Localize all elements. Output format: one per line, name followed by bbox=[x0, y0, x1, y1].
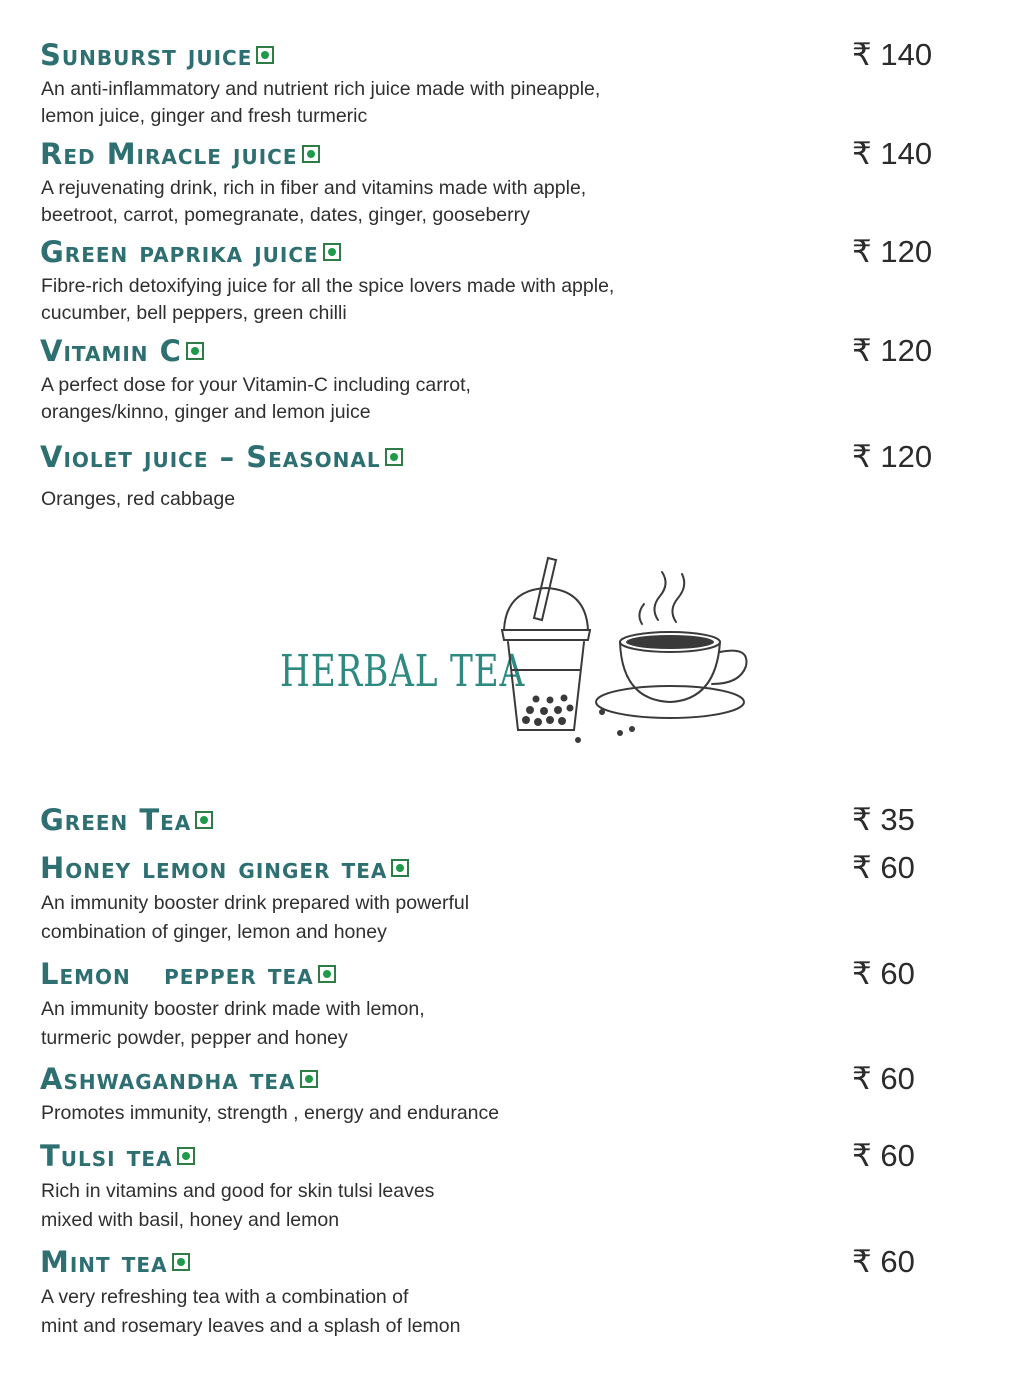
item-name: Green Tea bbox=[40, 803, 192, 837]
item-description: An immunity booster drink prepared with powerful combination of ginger, lemon and honey bbox=[41, 892, 470, 943]
item-name: Tulsi tea bbox=[40, 1139, 173, 1173]
item-name: Lemon pepper tea bbox=[40, 957, 314, 991]
veg-indicator-icon bbox=[177, 1147, 195, 1165]
veg-indicator-icon bbox=[195, 811, 213, 829]
item-description: Fibre-rich detoxifying juice for all the spice lovers made with apple, cucumber, bell peppers, green chilli bbox=[41, 275, 615, 324]
item-price: ₹ 60 bbox=[852, 1061, 915, 1096]
item-description: Promotes immunity, strength , energy and endurance bbox=[41, 1102, 500, 1124]
item-price: ₹ 140 bbox=[852, 136, 933, 171]
item-description: An immunity booster drink made with lemon, turmeric powder, pepper and honey bbox=[41, 998, 425, 1049]
item-price: ₹ 60 bbox=[852, 956, 915, 991]
item-name: Violet juice – Seasonal bbox=[40, 440, 381, 474]
item-name: Ashwagandha tea bbox=[40, 1062, 296, 1096]
veg-indicator-icon bbox=[172, 1253, 190, 1271]
item-price: ₹ 120 bbox=[852, 439, 933, 474]
item-price: ₹ 60 bbox=[852, 1244, 915, 1279]
herbal-tea-banner bbox=[280, 550, 760, 750]
item-description: A rejuvenating drink, rich in fiber and vitamins made with apple, beetroot, carrot, pomegranate, dates, ginger, gooseberry bbox=[41, 177, 587, 226]
bubble-tea-and-coffee-cup-illustration bbox=[280, 550, 760, 750]
item-name: Honey lemon ginger tea bbox=[40, 851, 388, 885]
veg-indicator-icon bbox=[186, 342, 204, 360]
item-description: Rich in vitamins and good for skin tulsi leaves mixed with basil, honey and lemon bbox=[41, 1180, 435, 1231]
item-price: ₹ 120 bbox=[852, 333, 933, 368]
item-name: Vitamin C bbox=[40, 334, 182, 368]
section-title: HERBAL TEA bbox=[280, 646, 526, 697]
item-price: ₹ 60 bbox=[852, 1138, 915, 1173]
veg-indicator-icon bbox=[302, 145, 320, 163]
item-price: ₹ 60 bbox=[852, 850, 915, 885]
item-price: ₹ 35 bbox=[852, 802, 915, 837]
item-description: Oranges, red cabbage bbox=[41, 488, 236, 510]
item-name: Mint tea bbox=[40, 1245, 168, 1279]
veg-indicator-icon bbox=[385, 448, 403, 466]
veg-indicator-icon bbox=[391, 859, 409, 877]
item-description: A perfect dose for your Vitamin-C including carrot, oranges/kinno, ginger and lemon juice bbox=[41, 374, 471, 423]
item-name: Green paprika juice bbox=[40, 235, 319, 269]
veg-indicator-icon bbox=[256, 46, 274, 64]
veg-indicator-icon bbox=[300, 1070, 318, 1088]
item-price: ₹ 140 bbox=[852, 37, 933, 72]
veg-indicator-icon bbox=[323, 243, 341, 261]
item-description: A very refreshing tea with a combination of mint and rosemary leaves and a splash of lemon bbox=[41, 1286, 461, 1337]
item-description: An anti-inflammatory and nutrient rich juice made with pineapple, lemon juice, ginger and fresh turmeric bbox=[41, 78, 601, 127]
veg-indicator-icon bbox=[318, 965, 336, 983]
item-name: Red Miracle juice bbox=[40, 137, 298, 171]
item-name: Sunburst juice bbox=[40, 38, 253, 72]
item-price: ₹ 120 bbox=[852, 234, 933, 269]
